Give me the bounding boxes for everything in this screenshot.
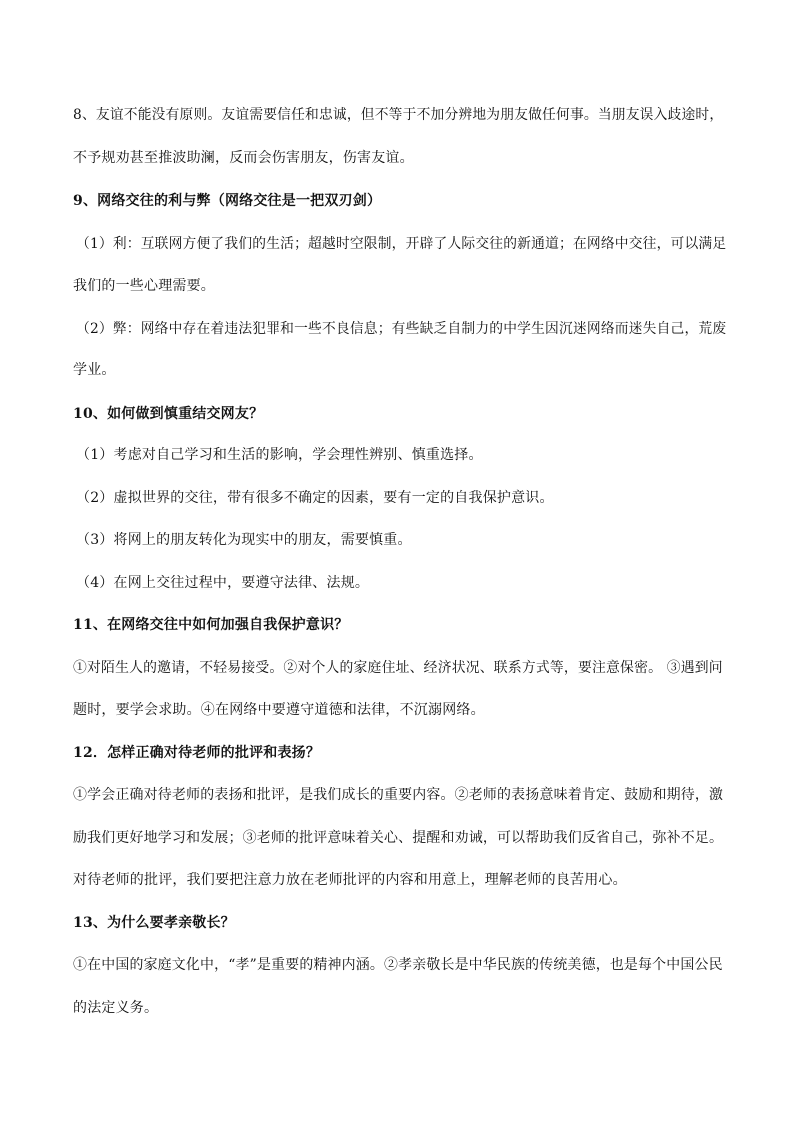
- item10-point-4: （4）在网上交往过程中，要遵守法律、法规。: [76, 575, 370, 591]
- item11-line1: ①对陌生人的邀请，不轻易接受。②对个人的家庭住址、经济状况、联系方式等，要注意保密。 ③遇到问: [73, 660, 723, 676]
- item11-line2: 题时，要学会求助。④在网络中要遵守道德和法律，不沉溺网络。: [73, 702, 485, 718]
- item10-point-2: （2）虚拟世界的交往，带有很多不确定的因素，要有一定的自我保护意识。: [76, 490, 554, 506]
- item13-line2: 的法定义务。: [73, 1000, 159, 1016]
- item8-line1: 8、友谊不能没有原则。友谊需要信任和忠诚，但不等于不加分辨地为朋友做任何事。当朋友误入歧途时，: [73, 107, 724, 123]
- item12-heading: 12．怎样正确对待老师的批评和表扬？: [73, 745, 321, 761]
- item12-line1: ①学会正确对待老师的表扬和批评，是我们成长的重要内容。②老师的表扬意味着肯定、鼓励和期待，激: [73, 787, 724, 803]
- item10-heading: 10、如何做到慎重结交网友？: [73, 406, 264, 422]
- item10-point-3: （3）将网上的朋友转化为现实中的朋友，需要慎重。: [76, 532, 412, 548]
- item9-con-line2: 学业。: [73, 362, 116, 378]
- item9-pro-line1: （1）利：互联网方便了我们的生活；超越时空限制，开辟了人际交往的新通道；在网络中交往，可以满足: [76, 236, 727, 252]
- item9-heading: 9、网络交往的利与弊（网络交往是一把双刃剑）: [73, 193, 382, 209]
- item13-heading: 13、为什么要孝亲敬长？: [73, 915, 235, 931]
- item11-heading: 11、在网络交往中如何加强自我保护意识？: [73, 617, 349, 633]
- item13-line1: ①在中国的家庭文化中，“孝”是重要的精神内涵。②孝亲敬长是中华民族的传统美德，也是每个中国公民: [73, 957, 723, 973]
- item9-pro-line2: 我们的一些心理需要。: [73, 278, 215, 294]
- item9-con-line1: （2）弊：网络中存在着违法犯罪和一些不良信息；有些缺乏自制力的中学生因沉迷网络而迷失自己，荒废: [76, 321, 727, 337]
- item12-line3: 对待老师的批评，我们要把注意力放在老师批评的内容和用意上，理解老师的良苦用心。: [73, 872, 627, 888]
- item10-point-1: （1）考虑对自己学习和生活的影响，学会理性辨别、慎重选择。: [76, 447, 483, 463]
- item12-line2: 励我们更好地学习和发展；③老师的批评意味着关心、提醒和劝诫，可以帮助我们反省自己，弥补不足。: [73, 830, 724, 846]
- item8-line2: 不予规劝甚至推波助澜，反而会伤害朋友，伤害友谊。: [73, 150, 414, 166]
